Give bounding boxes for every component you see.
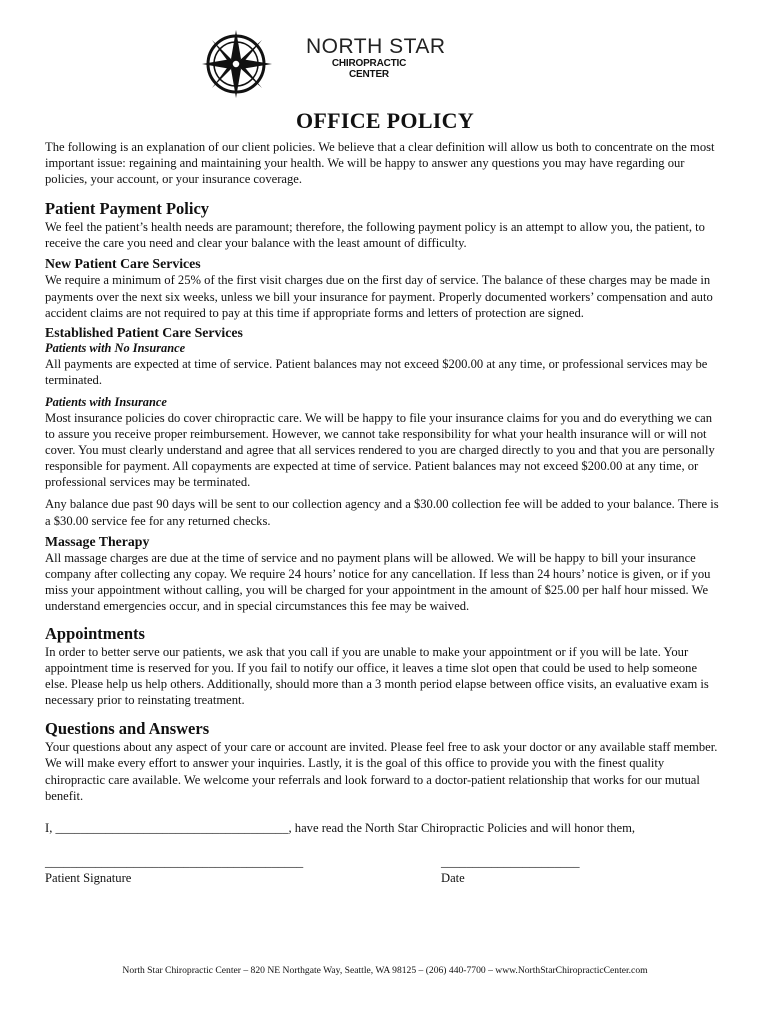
signature-row — [45, 854, 721, 894]
date-label: Date — [441, 870, 465, 885]
no-insurance-text: All payments are expected at time of service. Patient balances may not exceed $200.00 at any time, or professional services may be terminated. — [45, 356, 708, 387]
questions-text: Your questions about any aspect of your care or account are invited. Please feel free to ask your doctor or any available staff member. We will make every effort to answer your inquiries. Lastly, it is the goal of this office to provide you with the finest quality chiropractic care available. We welcome your referrals and look forward to a doctor-patient relationship that works for our mutual benefit. — [45, 740, 718, 803]
patient-signature-line[interactable]: _________________________________________ — [45, 854, 304, 869]
no-insurance-heading: Patients with No Insurance — [45, 340, 186, 355]
acknowledgement-line — [45, 820, 721, 836]
brand-block — [306, 36, 476, 80]
date-block — [441, 854, 580, 886]
payment-policy-heading: Patient Payment Policy — [45, 199, 210, 219]
north-star-logo-icon — [196, 28, 278, 100]
brand-subtitle-line1: CHIROPRACTIC — [331, 58, 407, 69]
massage-therapy-text: All massage charges are due at the time of service and no payment plans will be allowed. We will be happy to bill your insurance company after collecting any copay. We require 24 hours’ notice for any cancellation. If less than 24 hours’ notice is given, or if you miss your appointment without calling, you will be charged for your appointment in the amount of $25.00 per half hour missed. We understand emergencies occur, and in special circumstances this fee may be waived. — [45, 550, 711, 613]
brand-subtitle-line2: CENTER — [349, 69, 389, 80]
acknowledgement-prefix: I, — [45, 820, 53, 835]
new-patient-text: We require a minimum of 25% of the first visit charges due on the first day of service. The balance of these charges may be made in payments over the next six weeks, unless we bill your insurance for payment. Properly documented workers’ compensation and auto accident claims are not required to pay at this time if appropriate forms and letters of protection are signed. — [45, 273, 713, 320]
past-due-text: Any balance due past 90 days will be sent to our collection agency and a $30.00 collection fee will be added to your balance. There is a $30.00 service fee for any returned checks. — [45, 497, 719, 528]
insurance-heading: Patients with Insurance — [45, 394, 167, 409]
intro-paragraph: The following is an explanation of our client policies. We believe that a clear definition will allow us both to concentrate on the most important issue: regaining and maintaining your health. We will be happy to answer any questions you may have regarding our policies, your account, or your insurance coverage. — [45, 140, 715, 187]
policy-content — [45, 139, 721, 894]
patient-signature-block — [45, 854, 303, 886]
appointments-heading: Appointments — [45, 623, 145, 643]
insurance-text: Most insurance policies do cover chiropractic care. We will be happy to file your insurance claims for you and do everything we can to assure you receive proper reimbursement. However, we cannot take responsibility for what your health insurance will or will not cover. You must clearly understand and agree that all services rendered to you are charged directly to you and that you are personally responsible for payment. All copayments are expected at time of service. Patient balances may not exceed $200.00 at any time, or professional services may be terminated. — [45, 410, 715, 490]
page-footer: North Star Chiropractic Center – 820 NE Northgate Way, Seattle, WA 98125 – (206) 440-7700 – www.NorthStarChiropracticCenter.com — [122, 965, 648, 976]
new-patient-heading: New Patient Care Services — [45, 256, 201, 272]
patient-signature-label: Patient Signature — [45, 870, 132, 885]
page-title: OFFICE POLICY — [295, 108, 475, 133]
name-blank-field[interactable]: _____________________________________ — [55, 820, 289, 835]
questions-heading: Questions and Answers — [45, 719, 210, 739]
acknowledgement-suffix: , have read the North Star Chiropractic Policies and will honor them, — [288, 820, 636, 835]
appointments-text: In order to better serve our patients, we ask that you call if you are unable to make your appointment or if you will be late. Your appointment time is reserved for you. If you fail to notify our office, it leaves a time slot open that could be used to help someone else. Please help us help others. Additionally, should more than a 3 month period elapse between office visits, an evaluative exam is necessary prior to reinstating treatment. — [45, 644, 709, 708]
payment-policy-text: We feel the patient’s health needs are paramount; therefore, the following payment policy is an attempt to allow you, the patient, to receive the care you need and clear your balance with the least amount of difficulty. — [45, 220, 705, 251]
established-patient-heading: Established Patient Care Services — [45, 324, 243, 340]
massage-therapy-heading: Massage Therapy — [45, 533, 150, 549]
brand-name: NORTH STAR — [306, 35, 446, 58]
date-line[interactable]: ______________________ — [441, 854, 580, 869]
